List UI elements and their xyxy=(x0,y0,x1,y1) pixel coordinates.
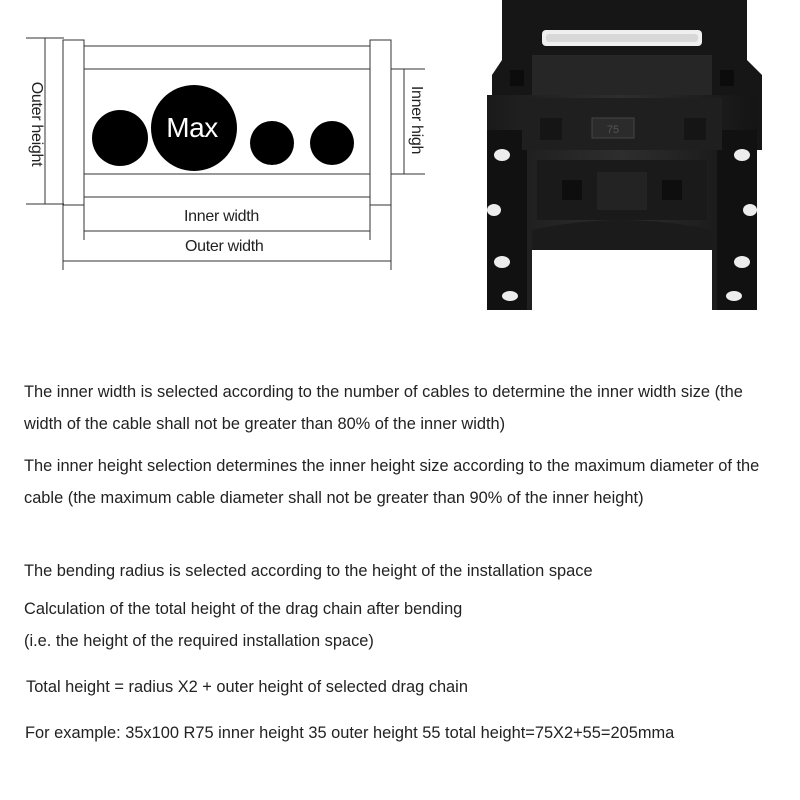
left-side-plate xyxy=(63,40,84,205)
inner-high-label: Inner high xyxy=(408,85,425,155)
paragraph-inner-height xyxy=(24,451,784,514)
drag-chain-image xyxy=(462,0,782,320)
outer-height-label: Outer height xyxy=(28,81,45,167)
outer-width-label: Outer width xyxy=(185,238,264,255)
stamp-text: 75 xyxy=(606,124,620,136)
right-side-plate xyxy=(370,40,391,205)
paragraph-formula xyxy=(26,672,786,704)
paragraph-text: Calculation of the total height of the drag chain after bending xyxy=(24,600,463,618)
inner-width-label: Inner width xyxy=(184,208,259,225)
paragraph-text: The inner height selection determines the inner height size according to the maximum diameter of the cable (the maximum cable diameter shall not be greater than 90% of the inner height) xyxy=(24,457,760,507)
paragraph-inner-width xyxy=(24,377,784,440)
paragraph-example xyxy=(25,718,785,750)
paragraph-bending-radius xyxy=(24,556,784,588)
paragraph-text: The inner width is selected according to the number of cables to determine the inner width size (the width of the cable shall not be greater than 80% of the inner width) xyxy=(24,383,743,433)
cable-circle-4 xyxy=(310,121,354,165)
paragraph-text: (i.e. the height of the required installation space) xyxy=(24,631,374,650)
cable-circle-1 xyxy=(92,110,148,166)
paragraph-text: The bending radius is selected according to the height of the installation space xyxy=(24,562,593,580)
paragraph-text: For example: 35x100 R75 inner height 35 outer height 55 total height=75X2+55=205mma xyxy=(25,724,675,742)
max-label: Max xyxy=(166,112,218,143)
paragraph-calculation xyxy=(24,594,784,657)
drag-chain-photo xyxy=(462,0,782,320)
cross-section-diagram xyxy=(0,0,440,300)
paragraph-text: Total height = radius X2 + outer height of selected drag chain xyxy=(26,678,468,696)
cable-circle-3 xyxy=(250,121,294,165)
